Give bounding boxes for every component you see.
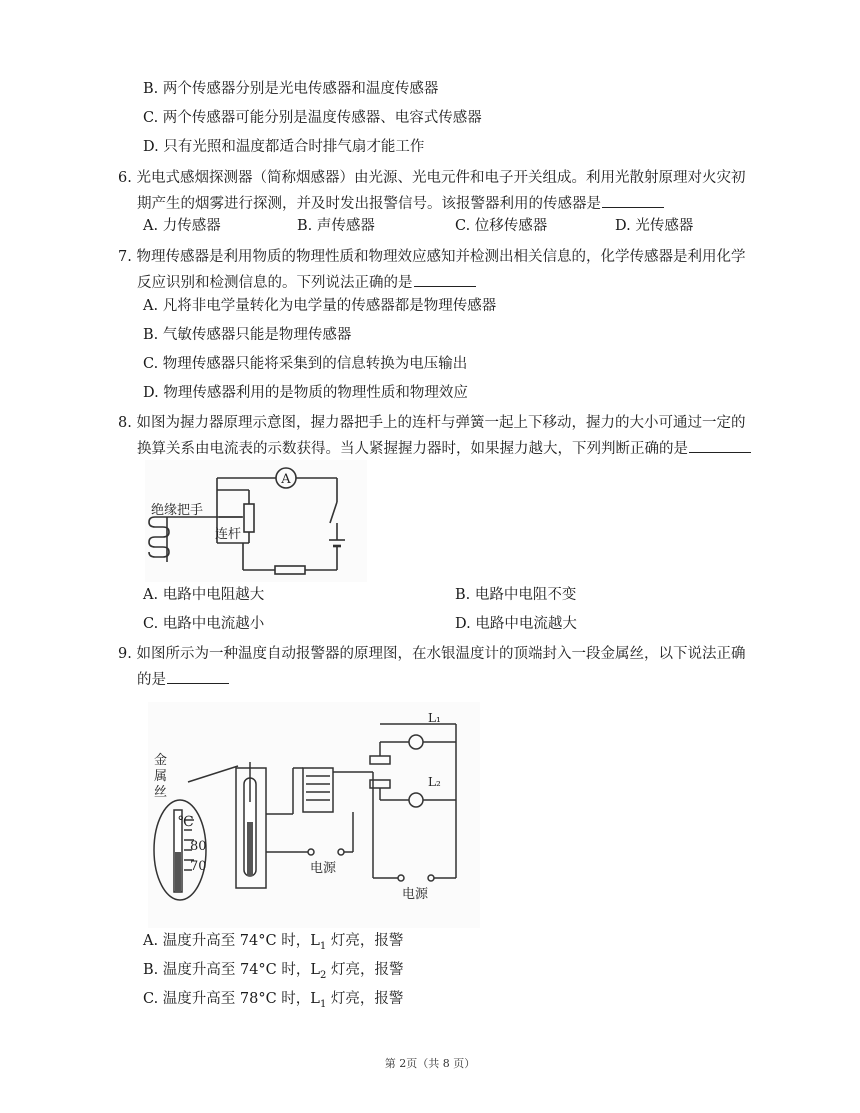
q6-option-a: A. 力传感器 xyxy=(143,218,221,234)
celsius-unit-label: ℃ xyxy=(178,814,194,830)
q6-options-row xyxy=(0,216,860,236)
q6-option-d: D. 光传感器 xyxy=(615,218,694,234)
q9-option-a: A. 温度升高至 74°C 时，$L_1$ 灯亮，报警 xyxy=(143,933,404,952)
q8-options-row2 xyxy=(0,614,860,634)
answer-blank xyxy=(167,669,229,684)
q5-option-d: D. 只有光照和温度都适合时排气扇才能工作 xyxy=(143,139,425,155)
q8-option-c: C. 电路中电流越小 xyxy=(143,616,265,632)
q9-stem-line1: 9. 如图所示为一种温度自动报警器的原理图，在水银温度计的顶端封入一段金属丝，以下说法正确 xyxy=(118,646,746,662)
switch-icon xyxy=(330,502,337,523)
q5-option-b: B. 两个传感器分别是光电传感器和温度传感器 xyxy=(143,81,439,97)
q6-option-b: B. 声传感器 xyxy=(297,218,375,234)
answer-blank xyxy=(414,272,476,287)
rod-label: 连杆 xyxy=(215,527,242,542)
q7-stem-line1: 7. 物理传感器是利用物质的物理性质和物理效应感知并检测出相关信息的，化学传感器是利用化学 xyxy=(118,249,746,265)
insulated-handle-label: 绝缘把手 xyxy=(151,503,204,518)
q8-options-row1 xyxy=(0,585,860,605)
q6-stem-line2 xyxy=(137,193,664,214)
q7-option-c: C. 物理传感器只能将采集到的信息转换为电压输出 xyxy=(143,356,468,372)
q8-stem-text: 换算关系由电流表的示数获得。当人紧握握力器时，如果握力越大，下列判断正确的是 xyxy=(137,441,688,457)
metal-wire-label-1: 金 xyxy=(154,753,168,768)
q9-stem-line2 xyxy=(137,669,229,690)
lamp-l1-icon xyxy=(409,735,423,749)
scale-70-label: 70 xyxy=(190,859,207,874)
resistor-icon xyxy=(275,566,305,574)
answer-blank xyxy=(689,438,751,453)
electromagnet-icon xyxy=(303,768,333,812)
q7-option-d: D. 物理传感器利用的是物质的物理性质和物理效应 xyxy=(143,385,468,401)
metal-wire-label-2: 属 xyxy=(154,769,168,784)
q8-stem-line1: 8. 如图为握力器原理示意图，握力器把手上的连杆与弹簧一起上下移动，握力的大小可通过一定的 xyxy=(118,415,746,431)
q9-option-b: B. 温度升高至 74°C 时，$L_2$ 灯亮，报警 xyxy=(143,962,404,981)
grip-strength-circuit-figure xyxy=(145,460,367,582)
answer-blank xyxy=(602,193,664,208)
q8-option-a: A. 电路中电阻越大 xyxy=(143,587,265,603)
power-source-label-1: 电源 xyxy=(310,861,337,876)
page-footer: 第 2页（共 8 页） xyxy=(384,1057,476,1070)
q7-stem-text: 反应识别和检测信息的。下列说法正确的是 xyxy=(137,275,413,291)
q7-stem-line2 xyxy=(137,272,476,293)
ammeter-label: A xyxy=(281,472,291,487)
q9-stem-text: 的是 xyxy=(137,672,166,688)
q5-option-c: C. 两个传感器可能分别是温度传感器、电容式传感器 xyxy=(143,110,482,126)
l2-label: L₂ xyxy=(428,775,441,789)
lamp-l2-icon xyxy=(409,793,423,807)
q6-stem-line1: 6. 光电式感烟探测器（简称烟感器）由光源、光电元件和电子开关组成。利用光散射原理对火灾初 xyxy=(118,170,746,186)
metal-wire-label-3: 丝 xyxy=(154,785,168,800)
q6-stem-text: 期产生的烟雾进行探测，并及时发出报警信号。该报警器利用的传感器是 xyxy=(137,196,601,212)
temperature-alarm-figure xyxy=(148,702,480,928)
upper-contact-icon xyxy=(370,756,390,764)
q9-option-c: C. 温度升高至 78°C 时，$L_1$ 灯亮，报警 xyxy=(143,991,404,1010)
q8-stem-line2 xyxy=(137,438,751,459)
l1-label: L₁ xyxy=(428,711,441,725)
q6-option-c: C. 位移传感器 xyxy=(455,218,548,234)
q8-option-d: D. 电路中电流越大 xyxy=(455,616,577,632)
q7-option-a: A. 凡将非电学量转化为电学量的传感器都是物理传感器 xyxy=(143,298,497,314)
power-source-label-2: 电源 xyxy=(402,887,429,902)
q7-option-b: B. 气敏传感器只能是物理传感器 xyxy=(143,327,352,343)
scale-80-label: 80 xyxy=(190,839,207,854)
spring-icon xyxy=(149,517,169,557)
q8-option-b: B. 电路中电阻不变 xyxy=(455,587,577,603)
